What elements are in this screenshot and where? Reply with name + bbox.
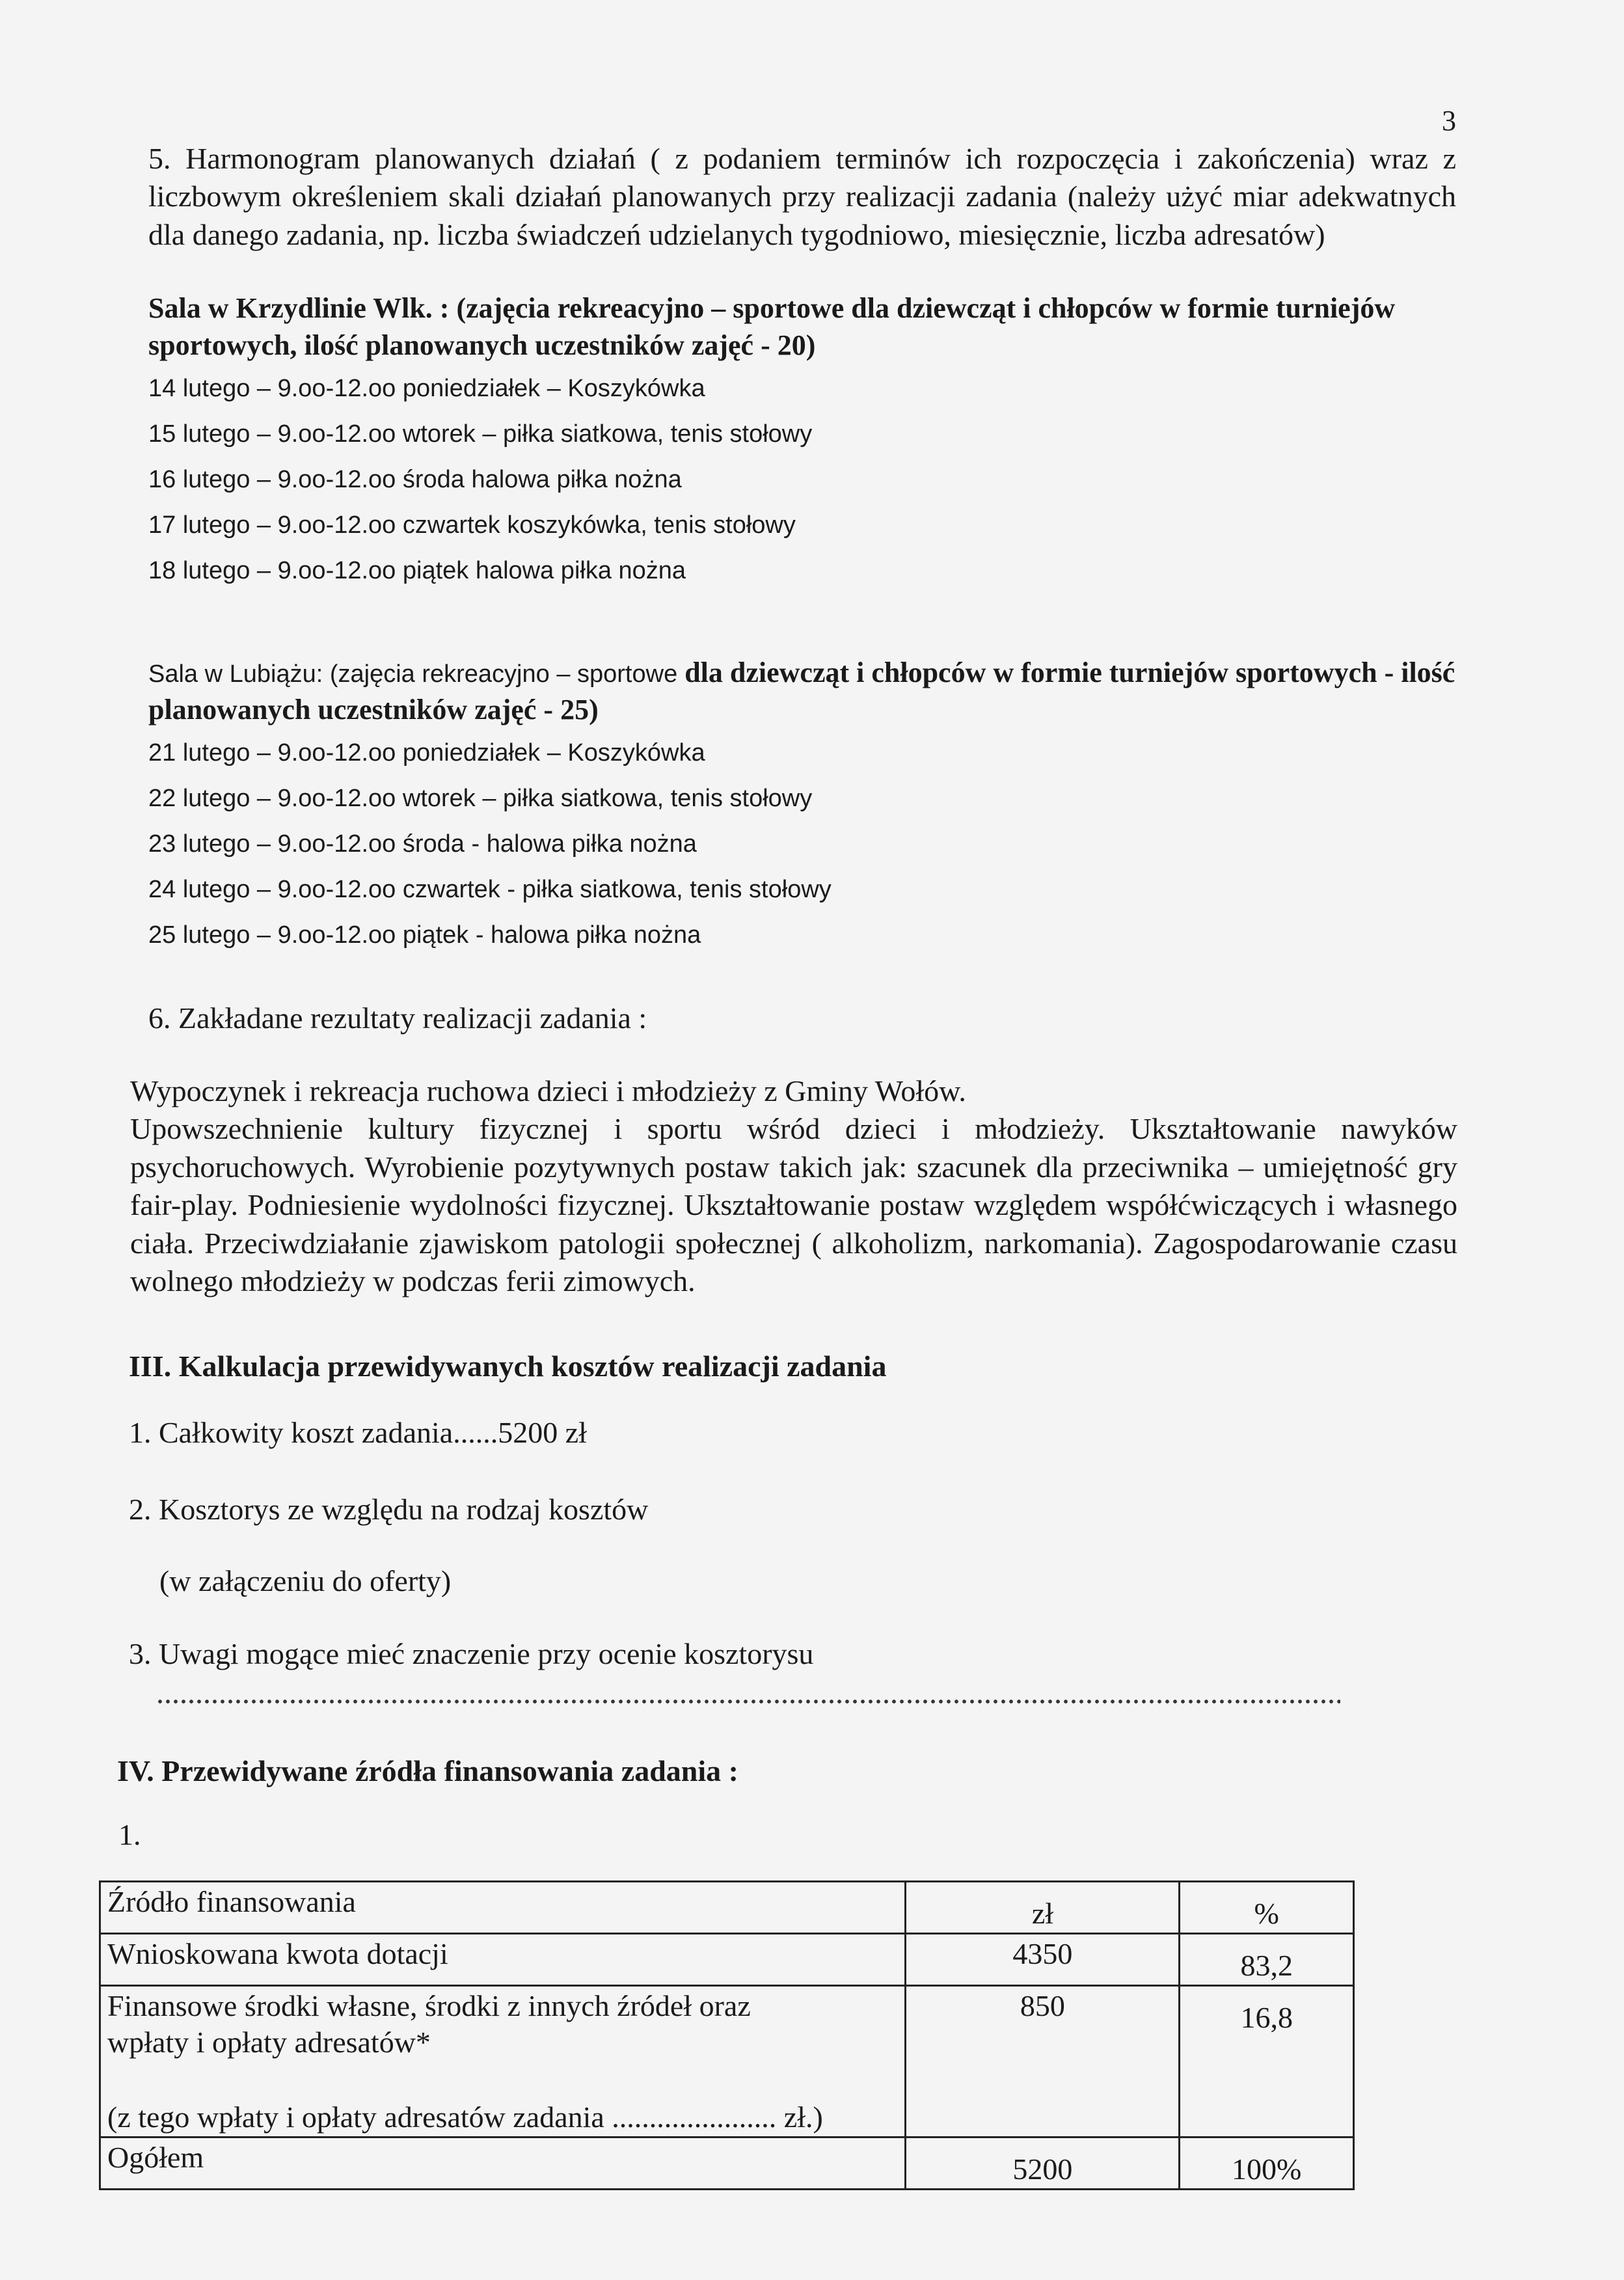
section-iii-heading: III. Kalkulacja przewidywanych kosztów realizacji zadania	[129, 1350, 887, 1383]
venue-lubiaz-title-start: Sala w Lubiążu: (zajęcia rekreacyjno – sportowe	[148, 660, 678, 688]
row-percent: 16,8	[1180, 1986, 1354, 2138]
venue-krzydlina-title: Sala w Krzydlinie Wlk. : (zajęcia rekreacyjno – sportowe dla dziewcząt i chłopców w formie turniejów sportowych, ilość planowanych uczestników zajęć - 20)	[148, 292, 1396, 362]
venue-krzydlina	[148, 290, 1456, 601]
section-iv-item	[118, 1815, 1426, 1854]
section-6	[148, 999, 1456, 1038]
row-label: Finansowe środki własne, środki z innych źródeł oraz wpłaty i opłaty adresatów*	[107, 1989, 751, 2059]
cost-estimate: 2. Kosztorys ze względu na rodzaj kosztów	[129, 1493, 649, 1526]
schedule-item: 14 lutego – 9.oo-12.oo poniedziałek – Koszykówka	[148, 375, 705, 403]
row-zl: 5200	[906, 2137, 1180, 2189]
page-number: 3	[1442, 105, 1456, 137]
results-body: Upowszechnienie kultury fizycznej i sportu wśród dzieci i młodzieży. Ukształtowanie nawyków psychoruchowych. Wyrobienie pozytywnych postaw takich jak: szacunek dla przeciwnika – umiejętność gry fair-play. Podniesienie wydolności fizycznej. Ukształtowanie postaw względem współćwiczących i własnego ciała. Przeciwdziałanie zjawiskom patologii społecznej ( alkoholizm, narkomania). Zagospodarowanie czasu wolnego młodzieży w podczas ferii zimowych.	[130, 1112, 1457, 1298]
venue-lubiaz-title-rest: dla dziewcząt i chłopców w formie turniejów sportowych - ilość planowanych uczestników zajęć - 25)	[148, 657, 1455, 726]
section-iv	[117, 1752, 1425, 1791]
table-row	[100, 1934, 1354, 1986]
total-cost: 1. Całkowity koszt zadania......5200 zł	[129, 1416, 587, 1449]
remarks-line	[129, 1635, 1437, 1674]
section-iv-item-label: 1.	[118, 1818, 141, 1851]
schedule-list-lubiaz	[148, 737, 1456, 965]
row-zl: 850	[906, 1986, 1180, 2138]
dotted-fill-line	[156, 1700, 1340, 1703]
schedule-item: 22 lutego – 9.oo-12.oo wtorek – piłka siatkowa, tenis stołowy	[148, 785, 813, 813]
row-label: Ogółem	[100, 2137, 906, 2189]
table-row	[100, 1986, 1354, 2138]
section-6-results	[130, 1072, 1457, 1300]
row-label-cell	[100, 1986, 906, 2138]
row-percent: 83,2	[1180, 1934, 1354, 1986]
schedule-item: 23 lutego – 9.oo-12.oo środa - halowa piłka nożna	[148, 830, 697, 858]
schedule-item: 25 lutego – 9.oo-12.oo piątek - halowa piłka nożna	[148, 921, 701, 949]
schedule-item: 18 lutego – 9.oo-12.oo piątek halowa piłka nożna	[148, 557, 686, 585]
schedule-item: 15 lutego – 9.oo-12.oo wtorek – piłka siatkowa, tenis stołowy	[148, 420, 813, 448]
schedule-item: 17 lutego – 9.oo-12.oo czwartek koszykówka, tenis stołowy	[148, 511, 796, 539]
remarks: 3. Uwagi mogące mieć znaczenie przy ocenie kosztorysu	[129, 1637, 814, 1670]
section-5-heading: 5. Harmonogram planowanych działań ( z podaniem terminów ich rozpoczęcia i zakończenia) wraz z liczbowym określeniem skali działań planowanych przy realizacji zadania (należy użyć miar adekwatnych dla danego zadania, np. liczba świadczeń udzielanych tygodniowo, miesięcznie, liczba adresatów)	[148, 142, 1456, 251]
table-row-total	[100, 2137, 1354, 2189]
section-iv-heading: IV. Przewidywane źródła finansowania zadania :	[117, 1754, 738, 1787]
row-note: (z tego wpłaty i opłaty adresatów zadania ...................... zł.)	[107, 2100, 823, 2134]
schedule-list-krzydlina	[148, 373, 1456, 601]
header-percent: %	[1180, 1882, 1354, 1934]
schedule-item: 21 lutego – 9.oo-12.oo poniedziałek – Koszykówka	[148, 739, 705, 767]
table-header-row	[100, 1882, 1354, 1934]
total-cost-line	[129, 1413, 1437, 1452]
attachment-note-line	[159, 1562, 1467, 1601]
section-6-heading: 6. Zakładane rezultaty realizacji zadania :	[148, 1001, 647, 1035]
schedule-item: 16 lutego – 9.oo-12.oo środa halowa piłka nożna	[148, 466, 682, 494]
row-zl: 4350	[906, 1934, 1180, 1986]
venue-lubiaz-title	[148, 654, 1456, 728]
header-zl: zł	[906, 1882, 1180, 1934]
row-percent: 100%	[1180, 2137, 1354, 2189]
schedule-item: 24 lutego – 9.oo-12.oo czwartek - piłka siatkowa, tenis stołowy	[148, 876, 832, 904]
attachment-note: (w załączeniu do oferty)	[159, 1564, 452, 1597]
results-line-1: Wypoczynek i rekreacja ruchowa dzieci i młodzieży z Gminy Wołów.	[130, 1074, 966, 1107]
header-source: Źródło finansowania	[100, 1882, 906, 1934]
venue-lubiaz	[148, 654, 1456, 965]
section-iii	[129, 1347, 1437, 1386]
cost-estimate-line	[129, 1490, 1437, 1529]
financing-table	[99, 1880, 1355, 2190]
row-label: Wnioskowana kwota dotacji	[100, 1934, 906, 1986]
section-5	[148, 140, 1456, 254]
